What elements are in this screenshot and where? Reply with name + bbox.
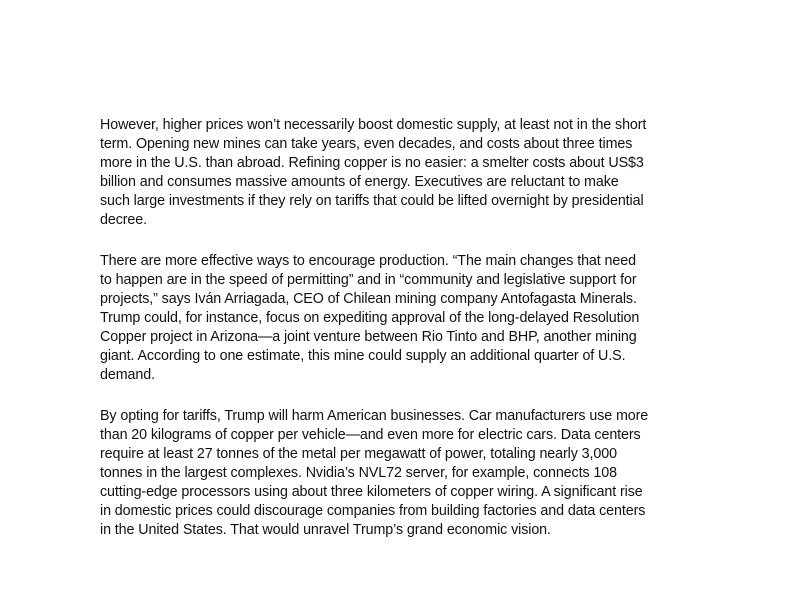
text-line: By opting for tariffs, Trump will harm American businesses. Car manufacturers use more (100, 408, 649, 424)
paragraph-1 (100, 116, 702, 230)
text-line: more in the U.S. than abroad. Refining copper is no easier: a smelter costs about US$3 (100, 155, 644, 171)
text-line: billion and consumes massive amounts of energy. Executives are reluctant to make (100, 174, 619, 190)
text-line: require at least 27 tonnes of the metal per megawatt of power, totaling nearly 3,000 (100, 446, 617, 462)
text-line: Copper project in Arizona—a joint venture between Rio Tinto and BHP, another mining (100, 329, 637, 345)
text-line: There are more effective ways to encourage production. “The main changes that need (100, 253, 636, 269)
text-line: such large investments if they rely on tariffs that could be lifted overnight by presidential (100, 193, 644, 209)
text-line: However, higher prices won’t necessarily boost domestic supply, at least not in the short (100, 117, 647, 133)
text-line: term. Opening new mines can take years, even decades, and costs about three times (100, 136, 633, 152)
paragraph-3 (100, 407, 702, 540)
text-line: projects,” says Iván Arriagada, CEO of Chilean mining company Antofagasta Minerals. (100, 291, 637, 307)
paragraph-2 (100, 252, 702, 385)
document-body (100, 116, 702, 562)
text-line: tonnes in the largest complexes. Nvidia’s NVL72 server, for example, connects 108 (100, 465, 617, 481)
text-line: demand. (100, 367, 155, 383)
text-line: cutting-edge processors using about three kilometers of copper wiring. A significant rise (100, 484, 643, 500)
text-line: to happen are in the speed of permitting” and in “community and legislative support for (100, 272, 637, 288)
text-line: in domestic prices could discourage companies from building factories and data centers (100, 503, 646, 519)
text-line: giant. According to one estimate, this mine could supply an additional quarter of U.S. (100, 348, 626, 364)
text-line: than 20 kilograms of copper per vehicle—and even more for electric cars. Data centers (100, 427, 641, 443)
text-line: in the United States. That would unravel Trump’s grand economic vision. (100, 522, 551, 538)
text-line: Trump could, for instance, focus on expediting approval of the long-delayed Resolution (100, 310, 640, 326)
text-line: decree. (100, 212, 147, 228)
